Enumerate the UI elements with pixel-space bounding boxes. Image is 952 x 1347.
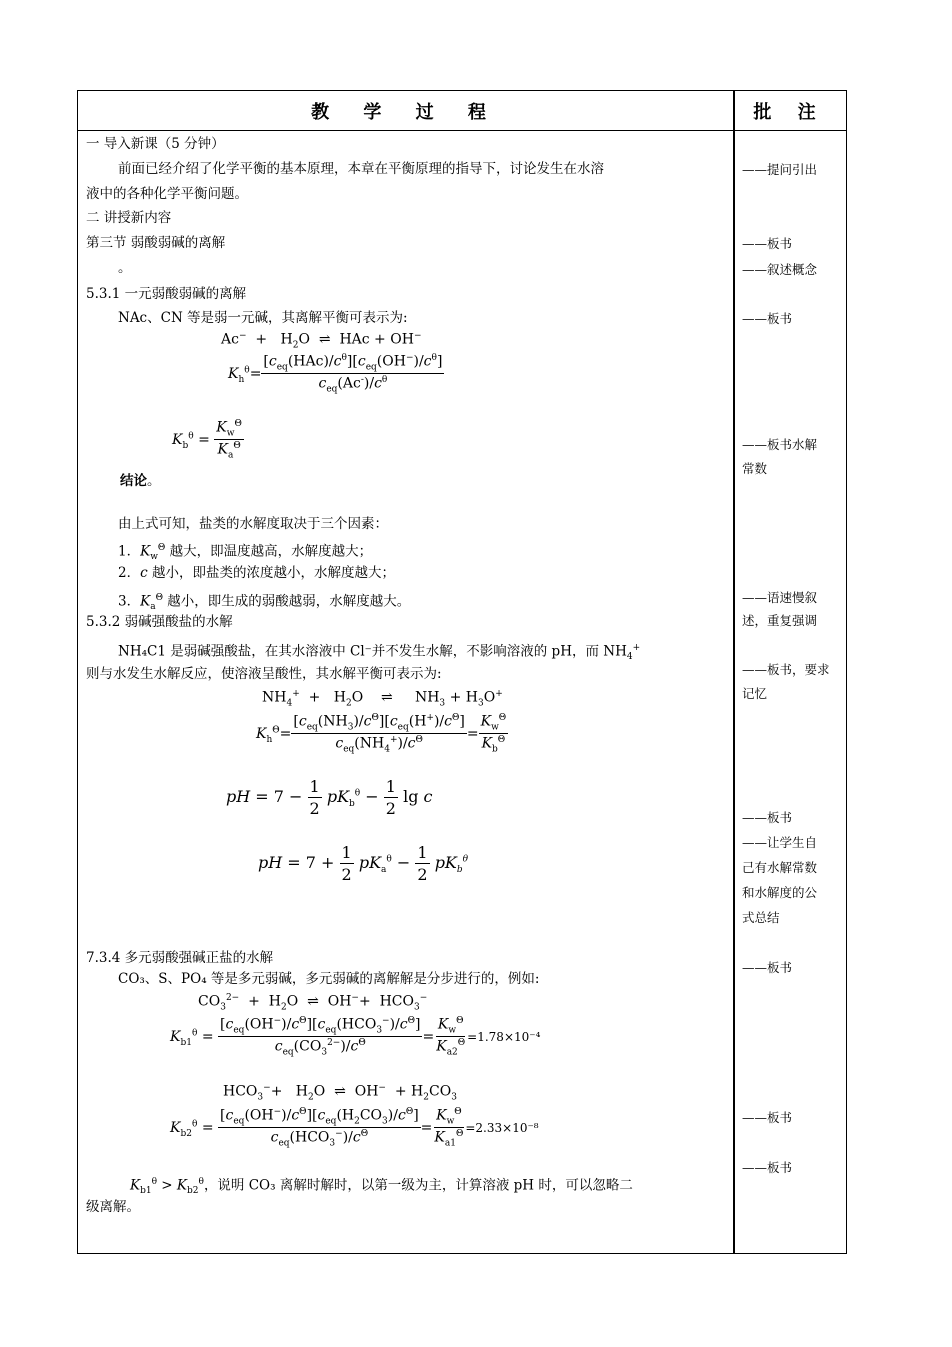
table-header: [78, 91, 846, 131]
header-teaching-process: 教 学 过 程: [311, 101, 500, 123]
subsection-title: 7.3.4 多元弱酸强碱正盐的水解: [86, 950, 274, 966]
kb-formula: $K_b^\theta$ = $\frac{K_w^\Theta}{K_a^\Theta}$: [172, 419, 242, 461]
note: 己有水解常数: [742, 860, 818, 875]
note: 式总结: [742, 910, 780, 925]
note: ——板书: [742, 1160, 793, 1175]
factor-item-1: 1．$K_w^\Theta$ 越大，即温度越高，水解度越大；: [118, 543, 373, 563]
subsection-title: 5.3.2 弱碱强酸盐的水解: [86, 614, 233, 630]
kb2-formula: $K_{b2}^\theta$ = $\frac{[c_{eq}(OH^-)/c^\Theta][c_{eq}(H_2CO_3)/c^\Theta]}{c_{eq}(HCO_3^-)/c^\Theta}$ = $\frac{K_w^\Theta}{K_{a1}^\Theta}$ =2.33×10⁻⁸: [170, 1107, 539, 1149]
note: ——板书: [742, 236, 793, 251]
hydrolysis-constant-formula: $K_h^\Theta=$ $\frac{[c_{eq}(NH_3)/c^\Theta][c_{eq}(H^+)/c^\Theta]}{c_{eq}(NH_4^+)/c^\Theta}$ = $\frac{K_w^\Theta}{K_b^\Theta}$: [256, 713, 507, 755]
equilibrium-equation: $NH_4^+ + H_2O$ ⇌ $NH_3 + H_3O^+$: [262, 689, 503, 709]
note: 记忆: [742, 686, 768, 701]
note: ——板书水解: [742, 437, 818, 452]
paragraph-line: 级离解。: [86, 1199, 140, 1215]
note: ——板书: [742, 1110, 793, 1125]
kb1-formula: $K_{b1}^\theta$ = $\frac{[c_{eq}(OH^-)/c^\Theta][c_{eq}(HCO_3^-)/c^\Theta]}{c_{eq}(CO_3^{2-})/c^\Theta}$ = $\frac{K_w^\Theta}{K_{a2}^\Theta}$ =1.78×10⁻⁴: [170, 1016, 541, 1058]
paragraph-line: 由上式可知，盐类的水解度取决于三个因素：: [118, 516, 388, 532]
note: ——板书: [742, 810, 793, 825]
section-new-content: 二 讲授新内容: [86, 210, 172, 226]
section-intro: 一 导入新课（5 分钟）: [86, 136, 225, 152]
paragraph-line: $K_{b1}^\theta > K_{b2}^\theta$，说明 CO₃ 离解时解时，以第一级为主，计算溶液 pH 时，可以忽略二: [130, 1177, 633, 1197]
equilibrium-equation: $CO_3^{2-} + H_2O$ ⇌ $OH^-+ HCO_3^-$: [198, 993, 428, 1013]
header-notes: 批 注: [753, 101, 826, 123]
note: ——让学生自: [742, 835, 818, 850]
note: ——提问引出: [742, 162, 818, 177]
ph-formula-1: pH = 7 − $\frac{1}{2}$ $pK_b^\theta$ − $\frac{1}{2}$ lg c: [226, 777, 433, 818]
equilibrium-equation: $HCO_3^-+ H_2O$ ⇌ $OH^- + H_2CO_3$: [223, 1083, 457, 1103]
paragraph-line: CO₃、S、PO₄ 等是多元弱碱，多元弱碱的离解解是分步进行的，例如:: [118, 971, 540, 987]
note: 常数: [742, 461, 768, 476]
factor-item-3: 3．$K_a^\Theta$ 越小，即生成的弱酸越弱，水解度越大。: [118, 593, 411, 613]
period-mark: 。: [118, 260, 132, 276]
note: 和水解度的公: [742, 885, 818, 900]
paragraph-line: NAc、CN 等是弱一元碱，其离解平衡可表示为:: [118, 310, 408, 326]
paragraph-line: 液中的各种化学平衡问题。: [86, 186, 248, 202]
note: ——语速慢叙: [742, 590, 818, 605]
ph-formula-2: pH = 7 + $\frac{1}{2}$ $pK_a^\theta$ − $\frac{1}{2}$ $pK_b^\theta$: [258, 843, 469, 884]
note: ——板书: [742, 960, 793, 975]
paragraph-line: 前面已经介绍了化学平衡的基本原理，本章在平衡原理的指导下，讨论发生在水溶: [118, 161, 604, 177]
lesson-table: [77, 90, 847, 1254]
conclusion-label: 结论。: [120, 473, 161, 489]
note: ——板书: [742, 311, 793, 326]
note: 述，重复强调: [742, 613, 818, 628]
paragraph-line: NH₄C1 是弱碱强酸盐，在其水溶液中 Cl⁻并不发生水解，不影响溶液的 pH，而 $NH_4^+$: [118, 643, 641, 663]
subsection-title: 5.3.1 一元弱酸弱碱的离解: [86, 286, 247, 302]
section-title: 第三节 弱酸弱碱的离解: [86, 235, 226, 251]
note: ——板书，要求: [742, 662, 830, 677]
factor-item-2: 2．c 越小，即盐类的浓度越小，水解度越大；: [118, 565, 395, 581]
note: ——叙述概念: [742, 262, 818, 277]
column-divider: [733, 91, 735, 1253]
hydrolysis-constant-formula: $K_h^\theta=$ $\frac{[c_{eq}(HAc)/c^\theta][c_{eq}(OH^-)/c^\theta]}{c_{eq}(Ac^-)/c^\theta}$: [228, 353, 443, 395]
paragraph-line: 则与水发生水解反应，使溶液呈酸性，其水解平衡可表示为:: [86, 666, 442, 682]
equilibrium-equation: $Ac^- + H_2O$ ⇌ HAc + OH−: [221, 331, 422, 351]
